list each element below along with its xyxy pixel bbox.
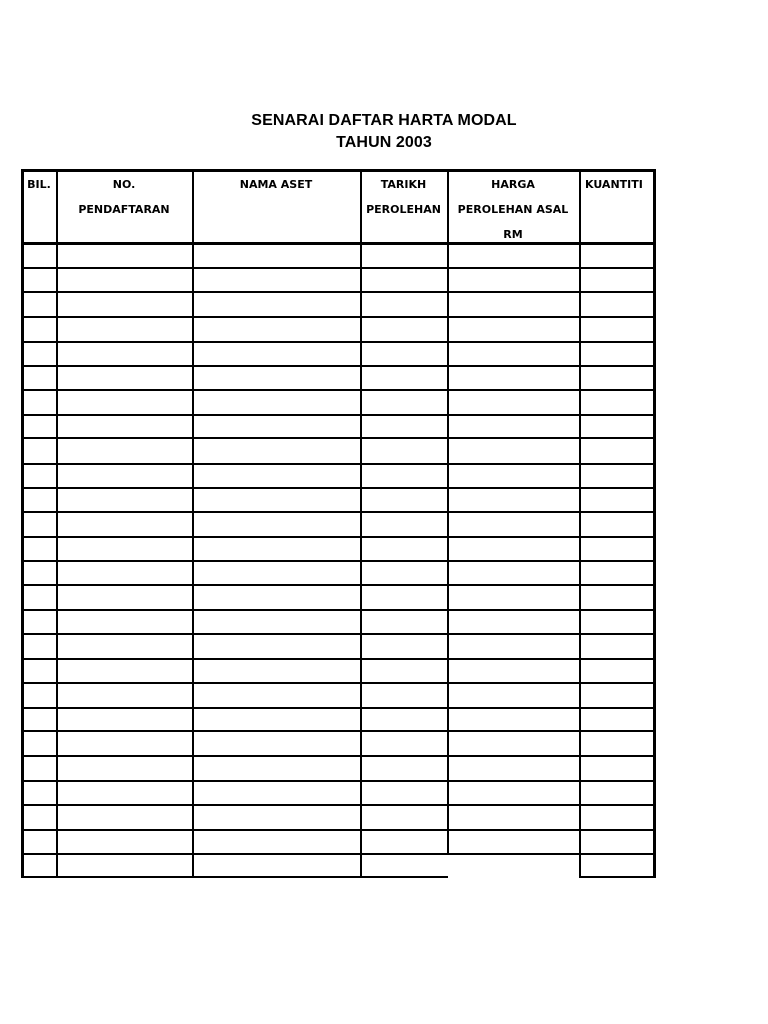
header-bil-label: BIL. <box>27 178 51 191</box>
table-row <box>22 438 654 462</box>
table-row <box>22 414 654 438</box>
document-title: SENARAI DAFTAR HARTA MODAL <box>251 112 517 129</box>
header-harga-perolehan-label: PEROLEHAN ASAL <box>457 203 569 216</box>
table-row <box>22 682 654 706</box>
header-tarikh-perolehan-label: PEROLEHAN <box>366 203 441 216</box>
header-harga-perolehan-label: RM <box>503 228 523 241</box>
header-nama-aset-label: NAMA ASET <box>239 178 313 191</box>
table-row <box>22 511 654 535</box>
document-subtitle-year: TAHUN 2003 <box>336 134 432 151</box>
table-row <box>22 243 654 267</box>
table-row <box>22 755 654 779</box>
table-row <box>22 609 654 633</box>
table-row <box>22 707 654 731</box>
header-no-pendaftaran-label: NO. <box>112 178 136 191</box>
table-row <box>22 780 654 804</box>
table-row <box>22 292 654 316</box>
table-row <box>22 365 654 389</box>
header-tarikh-perolehan-label: TARIKH <box>380 178 427 191</box>
header-kuantiti-label: KUANTITI <box>585 178 643 191</box>
table-row <box>22 267 654 291</box>
table-row <box>22 853 654 877</box>
table-row <box>22 463 654 487</box>
table-row <box>22 316 654 340</box>
table-row <box>22 804 654 828</box>
table-row <box>22 658 654 682</box>
table-row <box>22 341 654 365</box>
table-row <box>22 389 654 413</box>
table-row <box>22 731 654 755</box>
header-harga-perolehan-label: HARGA <box>491 178 535 191</box>
table-row <box>22 829 654 853</box>
table-row <box>22 633 654 657</box>
table-row <box>22 560 654 584</box>
table-row <box>22 585 654 609</box>
header-no-pendaftaran-label: PENDAFTARAN <box>78 203 170 216</box>
table-row <box>22 536 654 560</box>
table-row <box>22 487 654 511</box>
